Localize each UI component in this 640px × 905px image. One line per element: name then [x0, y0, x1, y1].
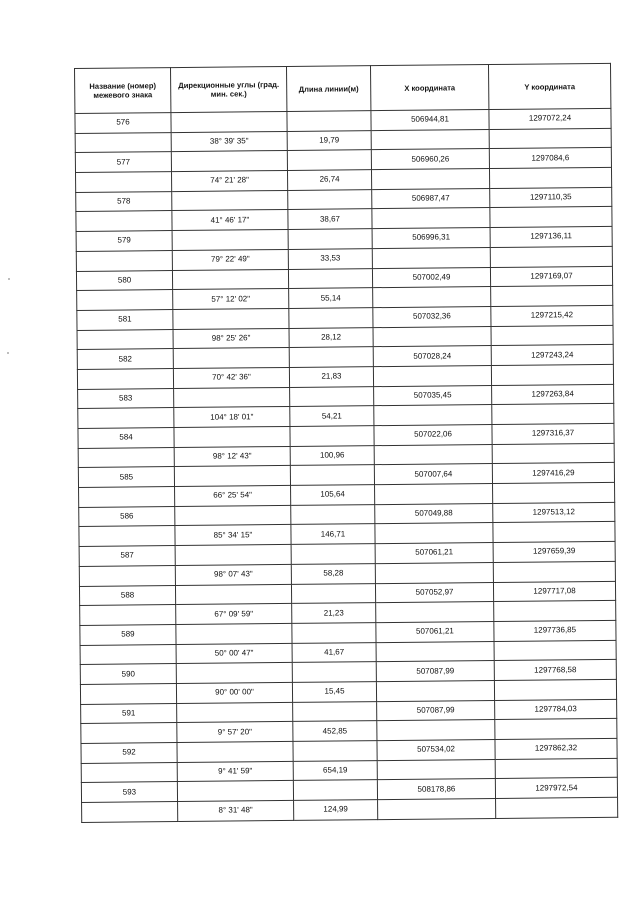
empty-cell: [293, 701, 377, 721]
y-coordinate-cell: 1297784,03: [495, 699, 617, 720]
header-direction-angle: Дирекционные углы (град. мин. сек.): [171, 66, 287, 112]
y-coordinate-cell: 1297263,84: [492, 384, 614, 405]
x-coordinate-cell: 507052,97: [375, 582, 493, 603]
empty-cell: [373, 287, 491, 308]
empty-cell: [292, 662, 376, 682]
empty-cell: [288, 229, 372, 249]
empty-cell: [291, 544, 375, 564]
empty-cell: [287, 150, 371, 170]
x-coordinate-cell: 507032,36: [373, 306, 491, 327]
line-length-cell: 146,71: [291, 524, 375, 544]
empty-cell: [373, 326, 491, 347]
empty-cell: [293, 780, 377, 800]
direction-angle-cell: 57° 12' 02": [173, 289, 289, 310]
boundary-points-table: [74, 63, 618, 823]
empty-cell: [491, 325, 613, 346]
empty-cell: [176, 663, 292, 684]
empty-cell: [494, 601, 616, 622]
empty-cell: [377, 720, 495, 741]
x-coordinate-cell: 507035,45: [374, 385, 492, 406]
point-name-cell: 584: [78, 428, 174, 449]
y-coordinate-cell: 1297659,39: [493, 541, 615, 562]
empty-cell: [76, 172, 172, 193]
point-name-cell: 588: [79, 585, 175, 606]
empty-cell: [172, 269, 288, 290]
x-coordinate-cell: 506944,81: [371, 110, 489, 131]
point-name-cell: 586: [79, 506, 175, 527]
y-coordinate-cell: 1297243,24: [491, 345, 613, 366]
empty-cell: [489, 167, 611, 188]
empty-cell: [175, 584, 291, 605]
point-name-cell: 583: [78, 388, 174, 409]
empty-cell: [80, 644, 176, 665]
point-name-cell: 577: [75, 152, 171, 173]
direction-angle-cell: 79° 22' 49": [172, 249, 288, 270]
empty-cell: [371, 129, 489, 150]
empty-cell: [177, 781, 293, 802]
y-coordinate-cell: 1297736,85: [494, 620, 616, 641]
direction-angle-cell: 98° 07' 43": [175, 564, 291, 585]
x-coordinate-cell: 507087,99: [377, 700, 495, 721]
direction-angle-cell: 66° 25' 54": [175, 486, 291, 507]
empty-cell: [82, 802, 178, 823]
empty-cell: [290, 386, 374, 406]
empty-cell: [374, 444, 492, 465]
x-coordinate-cell: 507534,02: [377, 739, 495, 760]
empty-cell: [173, 348, 289, 369]
empty-cell: [375, 562, 493, 583]
line-length-cell: 28,12: [289, 327, 373, 347]
empty-cell: [493, 522, 615, 543]
x-coordinate-cell: 506987,47: [372, 188, 490, 209]
line-length-cell: 54,21: [290, 406, 374, 426]
x-coordinate-cell: 507007,64: [374, 464, 492, 485]
empty-cell: [376, 641, 494, 662]
line-length-cell: 33,53: [288, 248, 372, 268]
empty-cell: [288, 268, 372, 288]
x-coordinate-cell: 507087,99: [376, 661, 494, 682]
x-coordinate-cell: 507022,06: [374, 425, 492, 446]
point-name-cell: 581: [77, 309, 173, 330]
empty-cell: [77, 329, 173, 350]
direction-angle-cell: 9° 41' 59": [177, 761, 293, 782]
empty-cell: [371, 169, 489, 190]
empty-cell: [171, 151, 287, 172]
empty-cell: [490, 207, 612, 228]
line-length-cell: 19,79: [287, 130, 371, 150]
empty-cell: [491, 286, 613, 307]
direction-angle-cell: 50° 00' 47": [176, 643, 292, 664]
line-length-cell: 100,96: [290, 445, 374, 465]
empty-cell: [288, 189, 372, 209]
point-name-cell: 582: [77, 349, 173, 370]
scan-speck: [7, 352, 9, 354]
empty-cell: [375, 523, 493, 544]
empty-cell: [376, 602, 494, 623]
empty-cell: [78, 447, 174, 468]
x-coordinate-cell: 507061,21: [376, 621, 494, 642]
empty-cell: [174, 387, 290, 408]
header-line-length: Длина линии(м): [286, 66, 370, 112]
direction-angle-cell: 85° 34' 15": [175, 525, 291, 546]
empty-cell: [375, 484, 493, 505]
point-name-cell: 579: [76, 231, 172, 252]
empty-cell: [175, 505, 291, 526]
y-coordinate-cell: 1297110,35: [490, 187, 612, 208]
direction-angle-cell: 104° 18' 01": [174, 407, 290, 428]
empty-cell: [80, 683, 176, 704]
empty-cell: [373, 365, 491, 386]
y-coordinate-cell: 1297717,08: [493, 581, 615, 602]
line-length-cell: 21,83: [289, 367, 373, 387]
empty-cell: [78, 408, 174, 429]
empty-cell: [374, 405, 492, 426]
empty-cell: [289, 347, 373, 367]
direction-angle-cell: 98° 12' 43": [174, 446, 290, 467]
empty-cell: [377, 759, 495, 780]
y-coordinate-cell: 1297513,12: [493, 502, 615, 523]
line-length-cell: 55,14: [289, 288, 373, 308]
header-x-coordinate: X координата: [370, 65, 488, 111]
empty-cell: [77, 368, 173, 389]
line-length-cell: 654,19: [293, 760, 377, 780]
x-coordinate-cell: 508178,86: [377, 779, 495, 800]
empty-cell: [76, 211, 172, 232]
y-coordinate-cell: 1297316,37: [492, 423, 614, 444]
empty-cell: [372, 247, 490, 268]
empty-cell: [492, 443, 614, 464]
table-header-row: [75, 63, 611, 113]
y-coordinate-cell: 1297416,29: [492, 463, 614, 484]
empty-cell: [289, 308, 373, 328]
direction-angle-cell: 8° 31' 48": [178, 800, 294, 821]
line-length-cell: 105,64: [291, 485, 375, 505]
header-point-name: Название (номер) межевого знака: [75, 68, 171, 114]
point-name-cell: 592: [81, 743, 177, 764]
scan-speck: [8, 278, 10, 280]
empty-cell: [175, 545, 291, 566]
line-length-cell: 15,45: [292, 682, 376, 702]
direction-angle-cell: 38° 39' 35": [171, 131, 287, 152]
x-coordinate-cell: 506996,31: [372, 228, 490, 249]
table-body: [75, 108, 618, 822]
empty-cell: [293, 741, 377, 761]
empty-cell: [174, 466, 290, 487]
empty-cell: [492, 404, 614, 425]
empty-cell: [79, 526, 175, 547]
empty-cell: [79, 487, 175, 508]
line-length-cell: 21,23: [292, 603, 376, 623]
empty-cell: [177, 741, 293, 762]
empty-cell: [493, 482, 615, 503]
y-coordinate-cell: 1297768,58: [494, 660, 616, 681]
empty-cell: [177, 702, 293, 723]
empty-cell: [172, 190, 288, 211]
point-name-cell: 585: [78, 467, 174, 488]
empty-cell: [173, 308, 289, 329]
coordinates-sheet: [74, 63, 617, 820]
direction-angle-cell: 70° 42' 36": [173, 367, 289, 388]
empty-cell: [490, 246, 612, 267]
x-coordinate-cell: 507028,24: [373, 346, 491, 367]
x-coordinate-cell: 507002,49: [372, 267, 490, 288]
x-coordinate-cell: 506960,26: [371, 149, 489, 170]
x-coordinate-cell: 507061,21: [375, 543, 493, 564]
segment-row: [82, 797, 618, 822]
empty-cell: [290, 465, 374, 485]
line-length-cell: 58,28: [291, 563, 375, 583]
empty-cell: [81, 762, 177, 783]
empty-cell: [291, 504, 375, 524]
direction-angle-cell: 74° 21' 28": [171, 171, 287, 192]
y-coordinate-cell: 1297072,24: [489, 108, 611, 129]
direction-angle-cell: 67° 09' 59": [176, 604, 292, 625]
point-name-cell: 589: [80, 624, 176, 645]
y-coordinate-cell: 1297084,6: [489, 148, 611, 169]
empty-cell: [292, 623, 376, 643]
empty-cell: [491, 364, 613, 385]
empty-cell: [77, 290, 173, 311]
empty-cell: [494, 679, 616, 700]
point-name-cell: 593: [81, 782, 177, 803]
empty-cell: [290, 426, 374, 446]
y-coordinate-cell: 1297215,42: [491, 305, 613, 326]
direction-angle-cell: 9° 57' 20": [177, 722, 293, 743]
y-coordinate-cell: 1297862,32: [495, 738, 617, 759]
empty-cell: [76, 250, 172, 271]
empty-cell: [171, 111, 287, 132]
empty-cell: [495, 719, 617, 740]
empty-cell: [493, 561, 615, 582]
empty-cell: [489, 128, 611, 149]
empty-cell: [376, 680, 494, 701]
empty-cell: [291, 583, 375, 603]
empty-cell: [79, 565, 175, 586]
empty-cell: [172, 230, 288, 251]
empty-cell: [378, 799, 496, 820]
point-name-cell: 591: [81, 703, 177, 724]
direction-angle-cell: 90° 00' 00": [176, 682, 292, 703]
empty-cell: [174, 426, 290, 447]
empty-cell: [494, 640, 616, 661]
point-name-cell: 587: [79, 546, 175, 567]
line-length-cell: 38,67: [288, 209, 372, 229]
line-length-cell: 452,85: [293, 721, 377, 741]
direction-angle-cell: 41° 46' 17": [172, 210, 288, 231]
point-name-cell: 578: [76, 191, 172, 212]
line-length-cell: 41,67: [292, 642, 376, 662]
point-name-cell: 580: [76, 270, 172, 291]
line-length-cell: 26,74: [287, 170, 371, 190]
line-length-cell: 124,99: [294, 800, 378, 820]
empty-cell: [495, 758, 617, 779]
header-y-coordinate: Y координата: [488, 63, 610, 109]
empty-cell: [496, 797, 618, 818]
y-coordinate-cell: 1297136,11: [490, 226, 612, 247]
empty-cell: [75, 132, 171, 153]
point-name-cell: 590: [80, 664, 176, 685]
y-coordinate-cell: 1297169,07: [490, 266, 612, 287]
direction-angle-cell: 98° 25' 26": [173, 328, 289, 349]
empty-cell: [176, 623, 292, 644]
x-coordinate-cell: 507049,88: [375, 503, 493, 524]
empty-cell: [80, 605, 176, 626]
empty-cell: [81, 723, 177, 744]
empty-cell: [372, 208, 490, 229]
y-coordinate-cell: 1297972,54: [495, 778, 617, 799]
point-name-cell: 576: [75, 113, 171, 134]
empty-cell: [287, 111, 371, 131]
